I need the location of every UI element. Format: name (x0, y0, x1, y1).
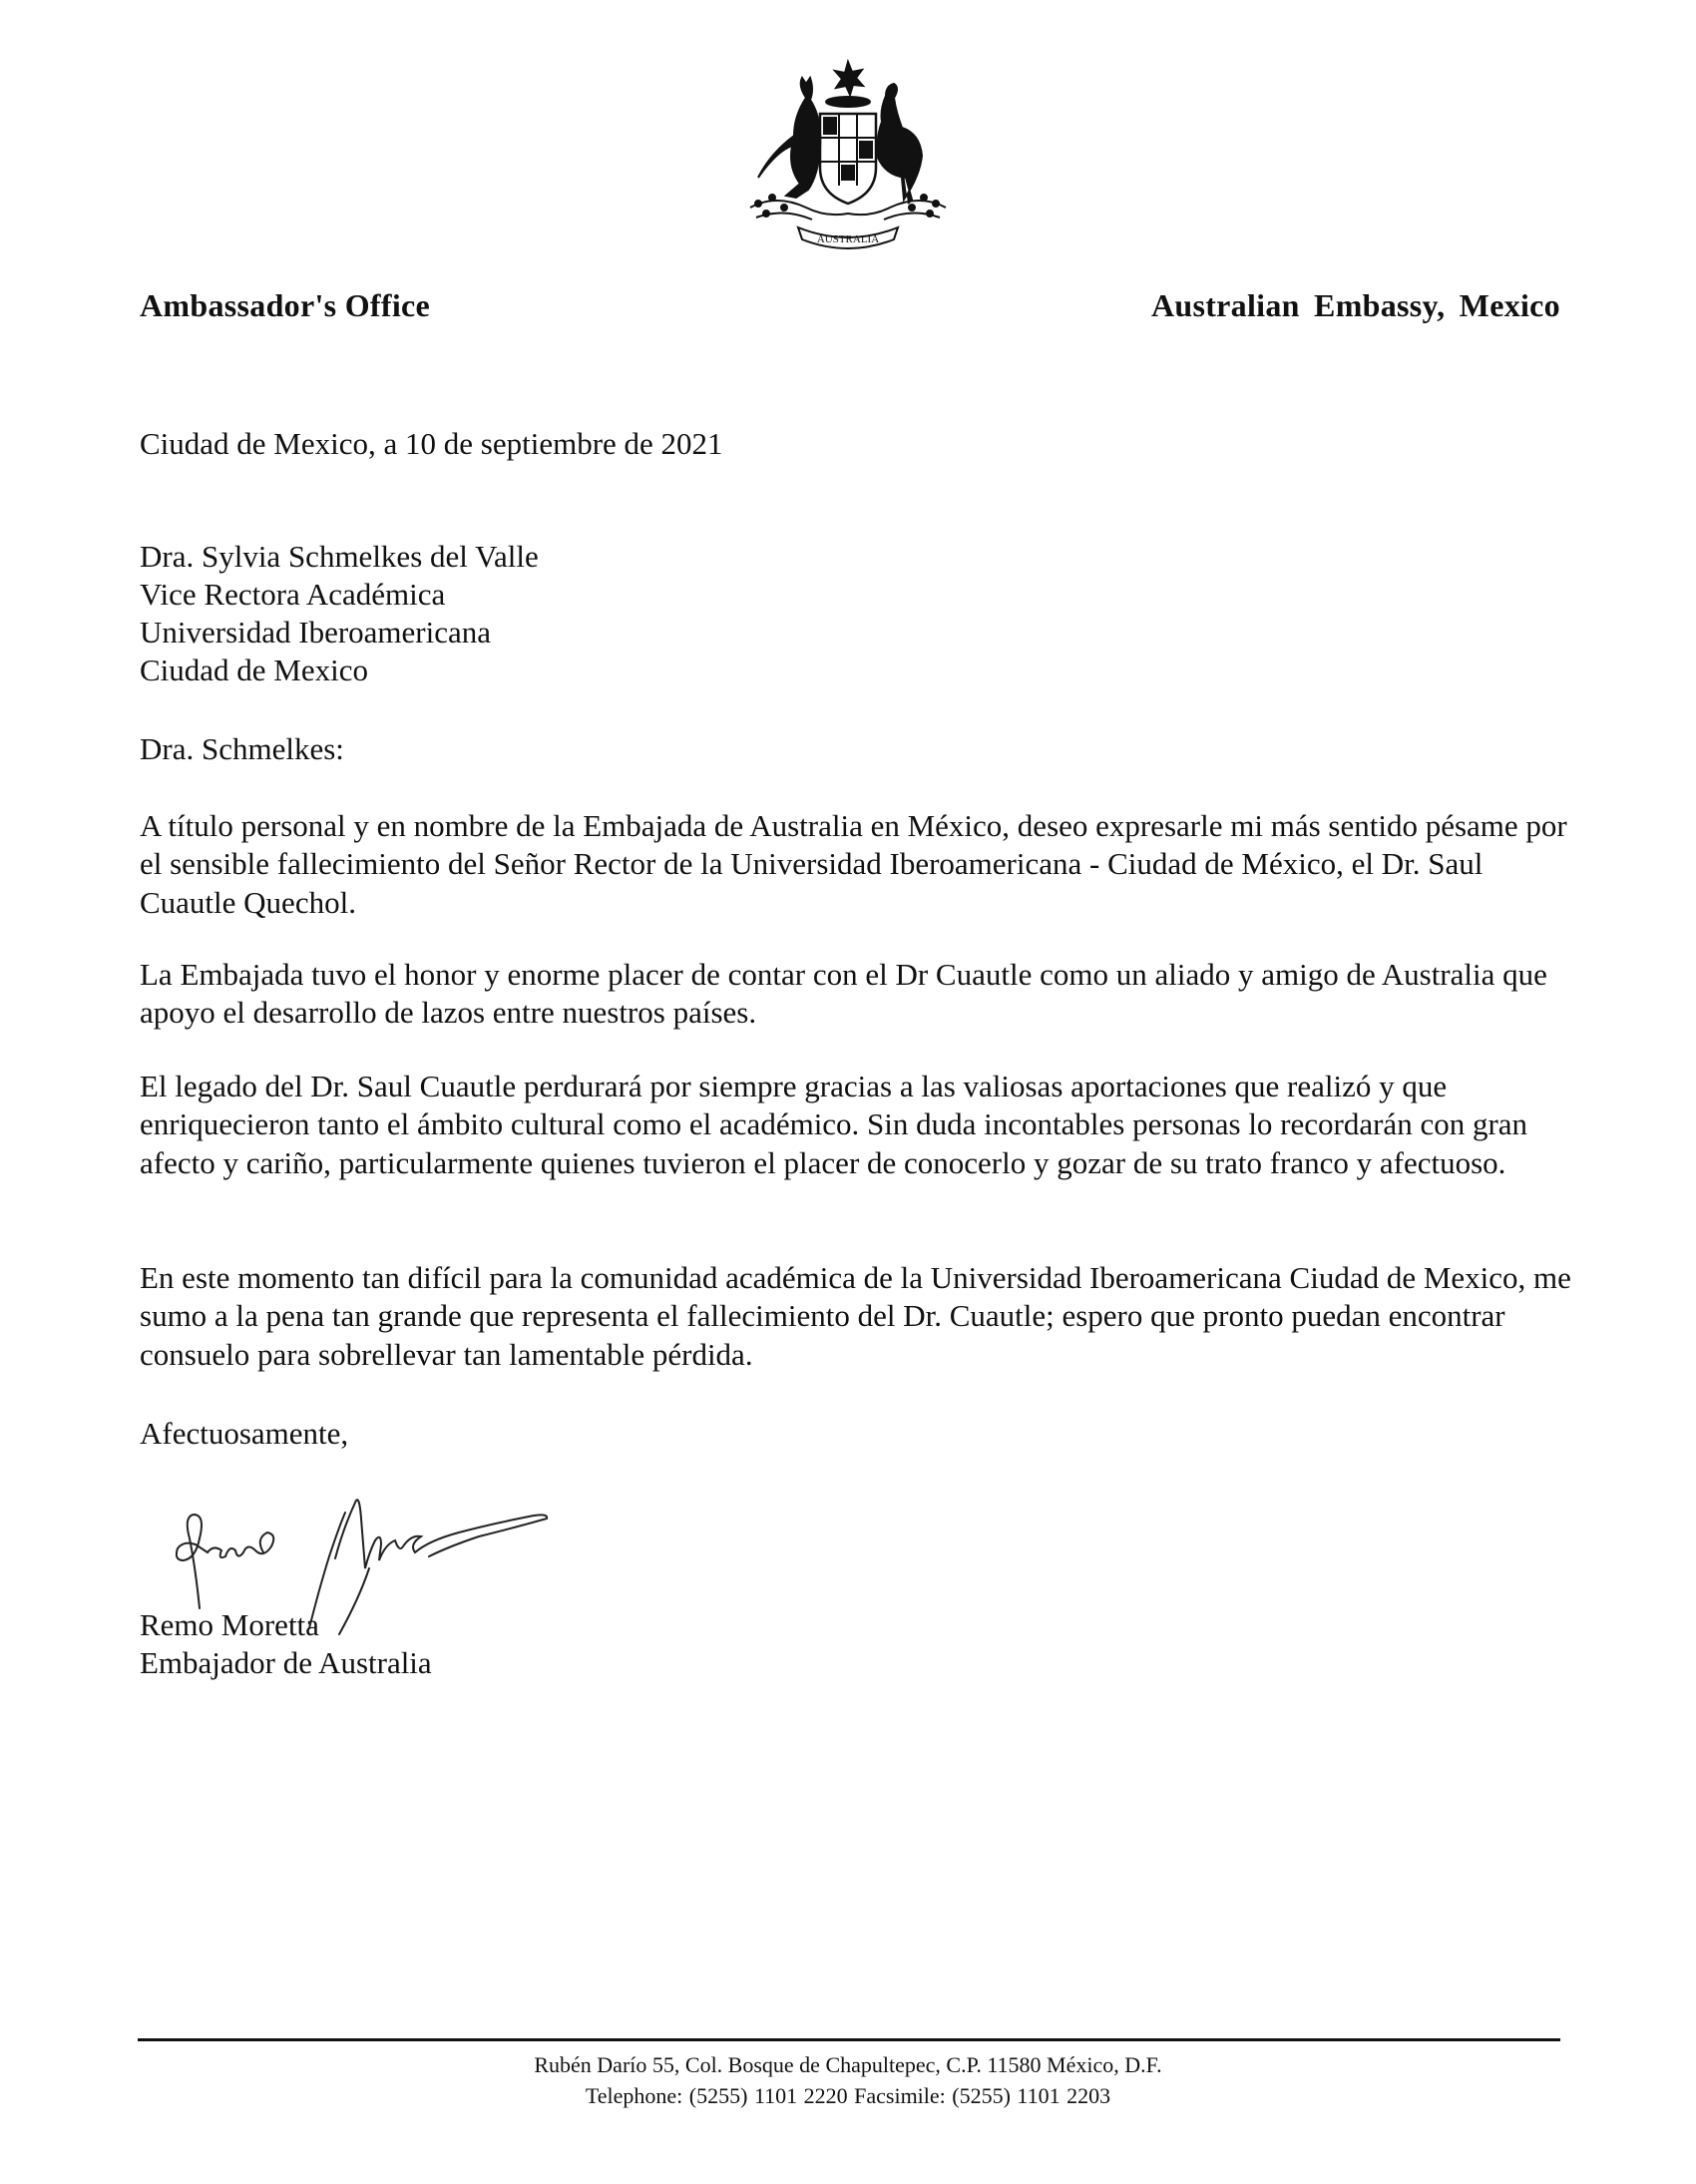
embassy-title: Australian Embassy, Mexico (1150, 287, 1560, 323)
coat-of-arms-icon (736, 58, 960, 257)
recipient-block (140, 538, 1576, 689)
recipient-institution: Universidad Iberoamericana (140, 615, 492, 650)
footer-address: Rubén Darío 55, Col. Bosque de Chapultepec, C.P. 11580 México, D.F. (534, 2052, 1162, 2077)
salutation: Dra. Schmelkes: (140, 731, 344, 766)
signer-title: Embajador de Australia (140, 1645, 432, 1680)
closing: Afectuosamente, (140, 1416, 349, 1451)
recipient-name: Dra. Sylvia Schmelkes del Valle (140, 539, 539, 574)
signer-block (140, 1606, 1576, 1682)
footer-divider (138, 2038, 1560, 2041)
body-paragraph-1: A título personal y en nombre de la Embajada de Australia en México, deseo expresarle mi más sentido pésame por el sensible fallecimiento del Señor Rector de la Universidad Iberoamericana - Ciudad de México, el Dr. Saul Cuautle Quechol. (140, 808, 1567, 920)
body-paragraph-3: El legado del Dr. Saul Cuautle perdurará por siempre gracias a las valiosas aportaciones que realizó y que enriquecieron tanto el ámbito cultural como el académico. Sin duda incontables personas lo recordarán con gran afecto y cariño, particularmente quienes tuvieron el placer de conocerlo y gozar de su trato franco y afectuoso. (140, 1069, 1528, 1180)
recipient-city: Ciudad de Mexico (140, 653, 369, 687)
date-line: Ciudad de Mexico, a 10 de septiembre de 2021 (140, 426, 723, 461)
recipient-position: Vice Rectora Académica (140, 577, 446, 612)
footer-phones: Telephone: (5255) 1101 2220 Facsimile: (5255) 1101 2203 (585, 2083, 1111, 2108)
office-title: Ambassador's Office (140, 287, 431, 323)
body-paragraph-4: En este momento tan difícil para la comunidad académica de la Universidad Iberoamericana Ciudad de Mexico, me sumo a la pena tan grande que representa el fallecimiento del Dr. Cuautle; espero que pronto puedan encontrar consuelo para sobrellevar tan lamentable pérdida. (140, 1260, 1571, 1372)
signer-name: Remo Moretta (140, 1607, 319, 1642)
crest-scroll-text: AUSTRALIA (816, 233, 880, 245)
body-paragraph-2: La Embajada tuvo el honor y enorme placer de contar con el Dr Cuautle como un aliado y amigo de Australia que apoyo el desarrollo de lazos entre nuestros países. (140, 957, 1547, 1031)
